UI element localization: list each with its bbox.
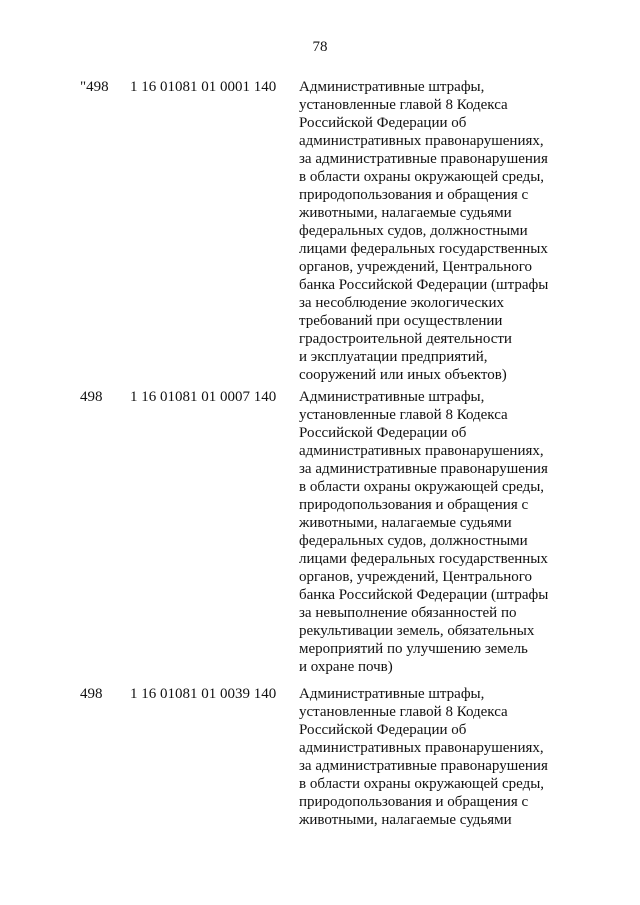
- entry-description: [299, 78, 599, 384]
- description-line: федеральных судов, должностными: [299, 533, 528, 549]
- description-line: в области охраны окружающей среды,: [299, 169, 545, 185]
- description-line: органов, учреждений, Центрального: [299, 569, 533, 585]
- description-line: административных правонарушениях,: [299, 443, 544, 459]
- description-line: и охране почв): [299, 659, 393, 675]
- description-line: в области охраны окружающей среды,: [299, 776, 545, 792]
- kbk-code: 1 16 01081 01 0001 140: [130, 79, 277, 95]
- admin-code: 498: [80, 686, 103, 702]
- description-line: животными, налагаемые судьями: [299, 812, 512, 828]
- description-line: за несоблюдение экологических: [299, 295, 504, 311]
- description-line: Российской Федерации об: [299, 115, 467, 131]
- description-line: установленные главой 8 Кодекса: [299, 97, 508, 113]
- page-number: 78: [312, 39, 328, 55]
- description-line: Административные штрафы,: [299, 389, 485, 405]
- description-line: банка Российской Федерации (штрафы: [299, 587, 549, 603]
- description-line: лицами федеральных государственных: [299, 551, 548, 567]
- description-line: в области охраны окружающей среды,: [299, 479, 545, 495]
- kbk-code: 1 16 01081 01 0039 140: [130, 686, 277, 702]
- description-line: природопользования и обращения с: [299, 187, 529, 203]
- description-line: природопользования и обращения с: [299, 794, 529, 810]
- description-line: установленные главой 8 Кодекса: [299, 704, 508, 720]
- description-line: животными, налагаемые судьями: [299, 515, 512, 531]
- kbk-code: 1 16 01081 01 0007 140: [130, 389, 277, 405]
- description-line: мероприятий по улучшению земель: [299, 641, 528, 657]
- entry-description: [299, 388, 599, 676]
- entry-description: [299, 685, 599, 829]
- description-line: лицами федеральных государственных: [299, 241, 548, 257]
- description-line: Административные штрафы,: [299, 79, 485, 95]
- description-line: требований при осуществлении: [299, 313, 503, 329]
- admin-code: "498: [80, 79, 109, 95]
- description-line: органов, учреждений, Центрального: [299, 259, 533, 275]
- description-line: за невыполнение обязанностей по: [299, 605, 517, 621]
- description-line: установленные главой 8 Кодекса: [299, 407, 508, 423]
- description-line: и эксплуатации предприятий,: [299, 349, 488, 365]
- description-line: за административные правонарушения: [299, 758, 548, 774]
- description-line: Административные штрафы,: [299, 686, 485, 702]
- description-line: животными, налагаемые судьями: [299, 205, 512, 221]
- description-line: Российской Федерации об: [299, 425, 467, 441]
- description-line: банка Российской Федерации (штрафы: [299, 277, 549, 293]
- description-line: за административные правонарушения: [299, 151, 548, 167]
- admin-code: 498: [80, 389, 103, 405]
- description-line: Российской Федерации об: [299, 722, 467, 738]
- description-line: рекультивации земель, обязательных: [299, 623, 535, 639]
- description-line: природопользования и обращения с: [299, 497, 529, 513]
- description-line: федеральных судов, должностными: [299, 223, 528, 239]
- description-line: административных правонарушениях,: [299, 740, 544, 756]
- description-line: за административные правонарушения: [299, 461, 548, 477]
- description-line: административных правонарушениях,: [299, 133, 544, 149]
- description-line: сооружений или иных объектов): [299, 367, 507, 383]
- description-line: градостроительной деятельности: [299, 331, 512, 347]
